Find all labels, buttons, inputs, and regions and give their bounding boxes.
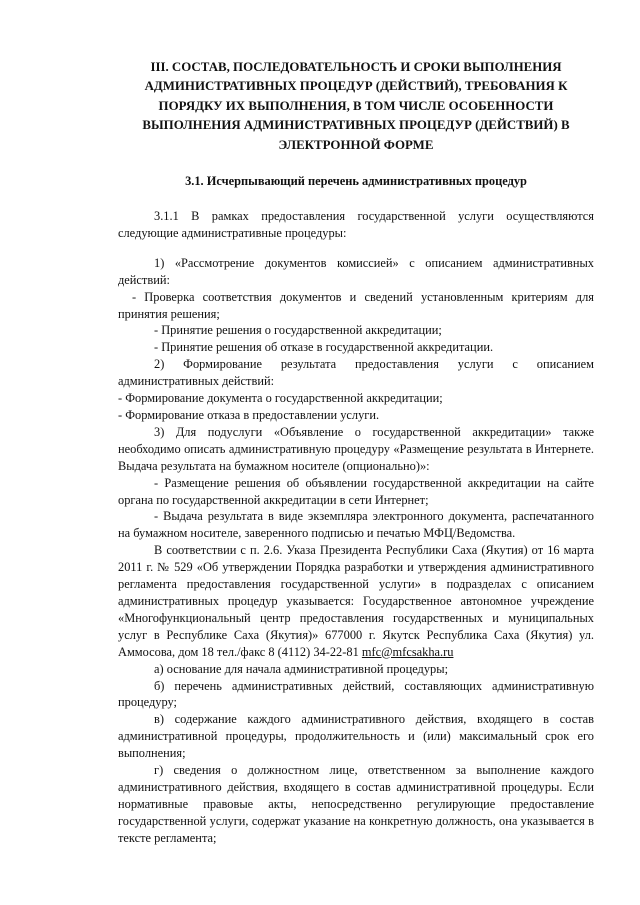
paragraph-decree-reference	[118, 542, 594, 660]
document-content	[118, 58, 594, 847]
subsection-title: 3.1. Исчерпывающий перечень административных процедур	[185, 174, 527, 189]
list-item-accreditation-decision: - Принятие решения о государственной аккредитации;	[154, 323, 442, 338]
list-item-procedure-3: 3) Для подуслуги «Объявление о государственной аккредитации» также необходимо описать административную процедуру «Размещение результата в Интернете. Выдача результата на бумажном носителе (опционально)»:	[118, 424, 594, 473]
list-item-publish-decision: - Размещение решения об объявлении государственной аккредитации на сайте органа по государственной аккредитации в сети Интернет;	[118, 475, 594, 507]
decree-text: В соответствии с п. 2.6. Указа Президента Республики Саха (Якутия) от 16 марта 2011 г. № 529 «Об утверждении Порядка разработки и утверждения административного регламента предоставления государственной услуги» в подразделах с описанием административных процедур указывается: Государственное автономное учреждение «Многофункциональный центр предоставления государственных и муниципальных услуг в Республике Саха (Якутия)» 677000 г. Якутск Республика Саха (Якутия) ул. Аммосова, дом 18 тел./факс 8 (4112) 34-22-81	[118, 543, 594, 659]
email-link[interactable]: mfc@mfcsakha.ru	[361, 644, 454, 659]
list-item-c: в) содержание каждого административного действия, входящего в состав административной процедуры, продолжительность и (или) максимальный срок его выполнения;	[118, 712, 594, 761]
section-title: III. СОСТАВ, ПОСЛЕДОВАТЕЛЬНОСТЬ И СРОКИ ВЫПОЛНЕНИЯ АДМИНИСТРАТИВНЫХ ПРОЦЕДУР (ДЕЙСТВИЙ), ТРЕБОВАНИЯ К ПОРЯДКУ ИХ ВЫПОЛНЕНИЯ, В ТОМ ЧИСЛЕ ОСОБЕННОСТИ ВЫПОЛНЕНИЯ АДМИНИСТРАТИВНЫХ ПРОЦЕДУР (ДЕЙСТВИЙ) В ЭЛЕКТРОННОЙ ФОРМЕ	[142, 60, 570, 152]
list-item-procedure-1: 1) «Рассмотрение документов комиссией» с описанием административных действий:	[118, 255, 594, 287]
list-item-refusal-decision: - Принятие решения об отказе в государственной аккредитации.	[154, 340, 494, 355]
list-item-d: г) сведения о должностном лице, ответственном за выполнение каждого административного действия, входящего в состав административной процедуры. Если нормативные правовые акты, непосредственно регулирующие предоставление государственной услуги, содержат указание на конкретную должность, она указывается в тексте регламента;	[118, 763, 594, 845]
list-item-form-refusal: - Формирование отказа в предоставлении услуги.	[118, 408, 380, 422]
list-item-check-documents: - Проверка соответствия документов и сведений установленным критериям для принятия решения;	[118, 289, 594, 321]
list-item-form-document: - Формирование документа о государственной аккредитации;	[118, 391, 443, 406]
paragraph-intro: 3.1.1 В рамках предоставления государственной услуги осуществляются следующие административные процедуры:	[118, 209, 594, 240]
list-item-a: а) основание для начала административной процедуры;	[154, 661, 449, 676]
list-item-procedure-2: 2) Формирование результата предоставления услуги с описанием административных действий:	[118, 357, 594, 389]
list-item-b: б) перечень административных действий, составляющих административную процедуру;	[118, 678, 594, 710]
list-item-issue-result: - Выдача результата в виде экземпляра электронного документа, распечатанного на бумажном носителе, заверенного подписью и печатью МФЦ/Ведомства.	[118, 509, 594, 541]
